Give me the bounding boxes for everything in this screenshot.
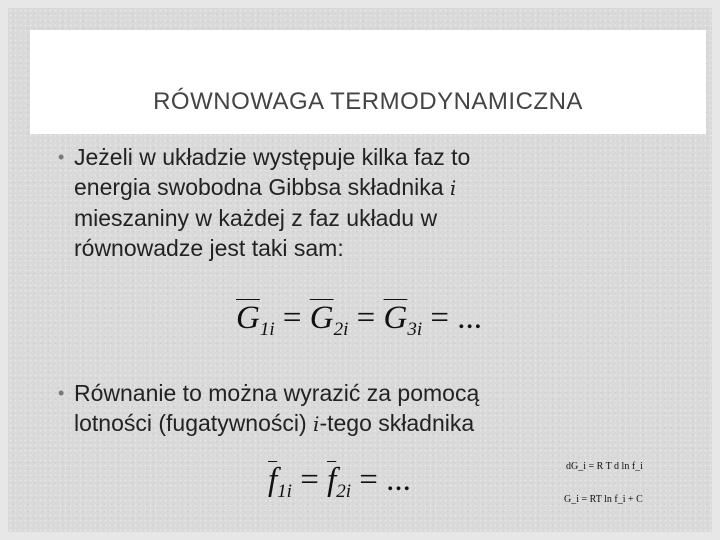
bullet-2 [58, 378, 638, 448]
side-equation-differential: dG_i = R T d ln f_i [566, 461, 643, 472]
bullet-dot: • [58, 147, 65, 167]
equation-gibbs-equality: $\overline{G}_{1i} = \overline{G}_{2i} = \overline{G}_{3i}$ = ... [236, 300, 482, 340]
bullet-2-text: Równanie to można wyrazić za pomocą lotności (fugatywności) i-tego składnika [74, 380, 480, 436]
bullet-1-text: Jeżeli w układzie występuje kilka faz to energia swobodna Gibbsa składnika i mieszaniny w każdej z faz układu w równowadze jest taki sam: [74, 144, 471, 261]
variable-i: i [313, 412, 320, 436]
equation-fugacity-equality: $\overline{f}_{1i} = \overline{f}_{2i}$ = ... [268, 462, 411, 502]
bullet-1 [58, 142, 618, 282]
slide-title: RÓWNOWAGA TERMODYNAMICZNA [153, 88, 583, 115]
title-box [30, 30, 706, 134]
variable-i: i [449, 176, 457, 200]
bullet-dot: • [58, 383, 65, 403]
side-equation-integral: G_i = RT ln f_i + C [564, 494, 643, 505]
